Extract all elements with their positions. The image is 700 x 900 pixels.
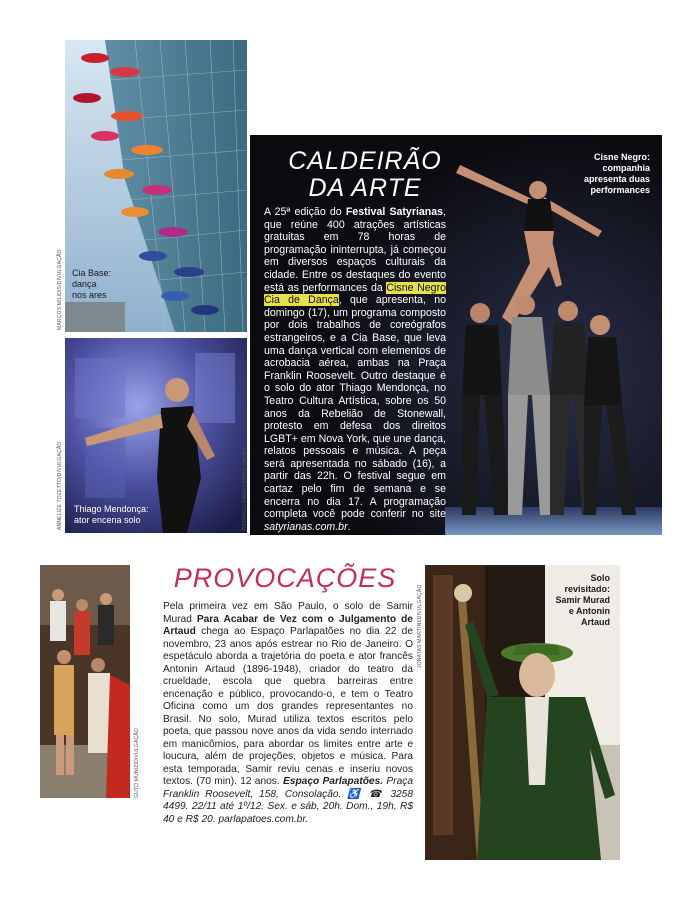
provocacoes-body-bold: Para Acabar de Vez com o Julgamento de Artaud — [163, 613, 413, 637]
feature-body-p2: , que reúne 400 atrações artísticas gratuitas em 78 horas de programação ininterrupta, já começou em diversos espaços culturais da cidade. Entre os destaques do evento está as performances da — [264, 206, 446, 294]
feature-body — [264, 206, 446, 533]
feature-body-p3: , que apresenta, no domingo (17), um programa composto por dois trabalhos de coreógrafos estrangeiros, e a Cia Base, que leva uma dança vertical com elementos de acrobacia aérea, ambas na Praça Franklin Roosevelt. Outro destaque é o solo do ator Thiago Mendonça, no Teatro Cultura Artística, sobre os 50 anos da Rebelião de Stonewall, protesto em defesa dos direitos LGBT+ em Nova York, que une dança, relatos pessoais e música. A peça será apresentada no sábado (16), a partir das 22h. O festival segue em cartaz pelo fim de semana e se encerra no dia 17. A programação completa você pode conferir no site — [264, 294, 446, 521]
provocacoes-title: PROVOCAÇÕES — [173, 563, 397, 593]
feature-site-link[interactable]: satyrianas.com.br — [264, 520, 348, 533]
feature-title-line1: CALDEIRÃO — [288, 147, 442, 175]
provocacoes-address: Praça Franklin Roosevelt, 158, Consolação. ♿ ☎ 3258 4499. 22/11 até 1º/12. Sex. e sáb, 20h. Dom., 19h. R$ 40 e R$ 20. parlapatoes.com.br. — [163, 776, 413, 825]
provocacoes-body-p2: chega ao Espaço Parlapatões no dia 22 de novembro, 23 anos após estrear no Rio de Janeiro. O espetáculo aborda a trajetória do poeta e ator francês Antonin Artaud (1896-1948), criador do teatro da crueldade, escola que quebra barreiras entre encenação e público, provocando-o, e tem o Teatro Oficina como um dos grandes representantes no Brasil. No solo, Murad utiliza textos escritos pelo poeta, que passou nove anos da vida sendo internado em manicômios, para abordar os limites entre arte e loucura, além de projeções, objetos e música. Para esta temporada, Samir reviu cenas e inseriu novos textos. (70 min). 12 anos. — [163, 626, 413, 787]
feature-title-line2: DA ARTE — [308, 174, 422, 202]
feature-title — [265, 148, 465, 202]
cisne-negro-caption: Cisne Negro: companhia apresenta duas performances — [583, 152, 650, 195]
street-performance-photo — [40, 565, 130, 798]
provocacoes-venue: Espaço Parlapatões. — [283, 776, 384, 787]
artaud-caption: Solo revisitado: Samir Murad e Antonin Artaud — [555, 573, 610, 627]
feature-body-p1: A 25ª edição do — [264, 206, 346, 218]
artaud-photo-credit: JONATAS MARTINI/DIVULGAÇÃO — [417, 584, 423, 668]
provocacoes-body-p1: Pela primeira vez em São Paulo, o solo de Samir Murad — [163, 601, 413, 625]
thiago-mendonca-caption: Thiago Mendonça: ator encena solo — [74, 504, 149, 525]
provocacoes-body — [163, 601, 413, 826]
thiago-credit-right: RODRIGO RAMOS/DIVULGAÇÃO — [242, 447, 248, 530]
street-photo-credit: GUTO MUNIZ/DIVULGAÇÃO — [134, 728, 140, 798]
cia-base-credit: MARCOS MILIDIS/DIVULGAÇÃO — [57, 249, 63, 330]
cia-base-caption: Cia Base: dança nos ares — [72, 268, 112, 300]
feature-body-highlight: Cisne Negro Cia de Dança — [264, 281, 446, 307]
feature-body-bold: Festival Satyrianas — [345, 206, 444, 218]
feature-body-end: . — [347, 520, 351, 533]
street-performance-illustration — [40, 565, 130, 798]
thiago-credit-left: ANNELIZE TOZETTO/DIVULGAÇÃO — [57, 441, 63, 530]
